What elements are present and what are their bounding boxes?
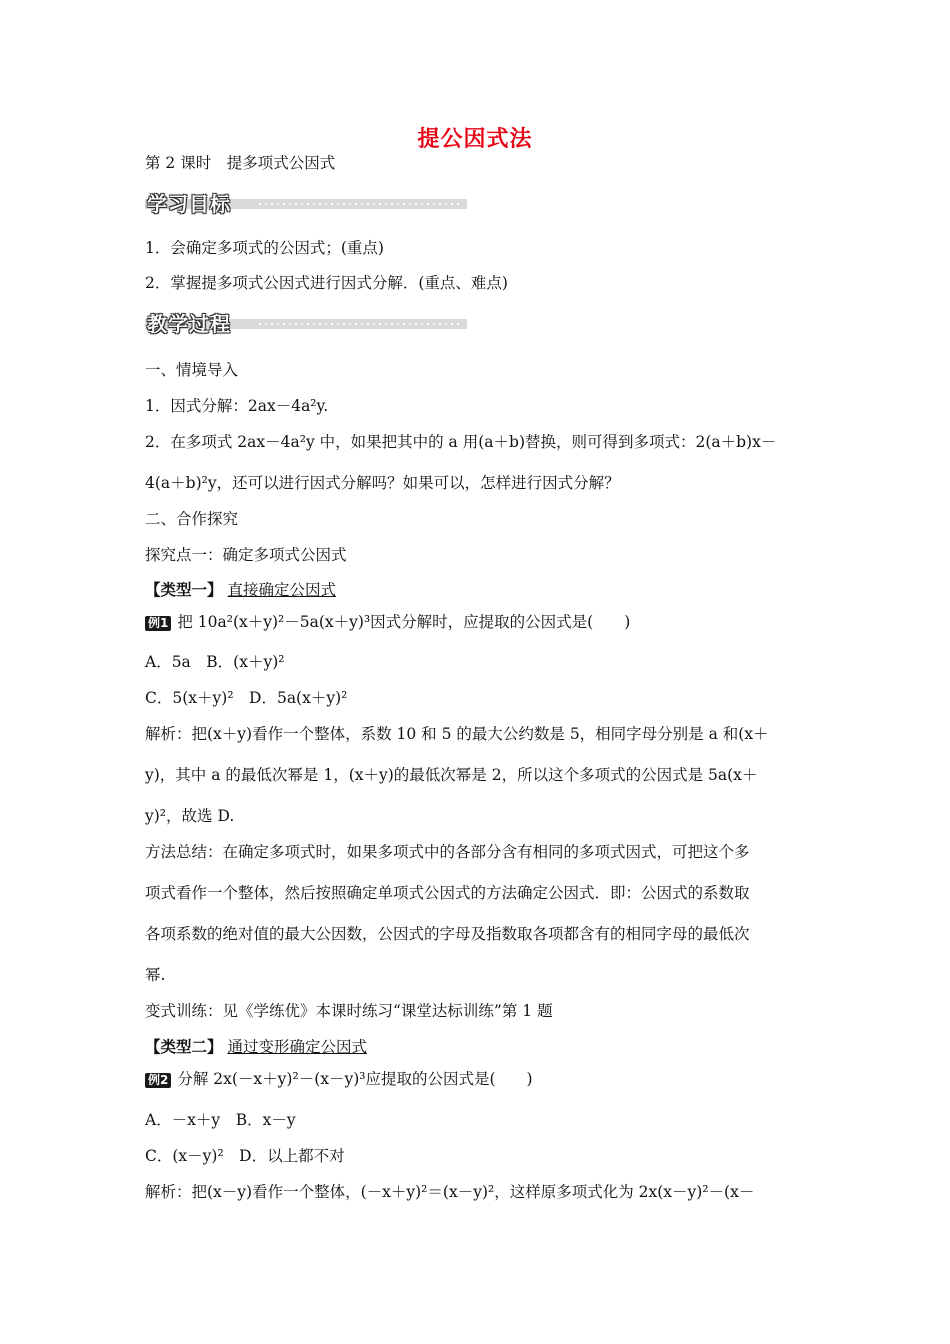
section-header-goals — [145, 188, 467, 216]
analysis-line: y)²，故选 D. — [145, 807, 235, 825]
example-2-options-ab: A．－x＋y B．x－y — [145, 1111, 296, 1129]
example-badge: 例2 — [145, 1073, 171, 1088]
example-2-question — [145, 1068, 810, 1090]
example-1-options-ab: A．5a B．(x＋y)² — [145, 653, 285, 671]
section-label: 教学过程 — [147, 312, 231, 336]
lesson-subtitle: 第 2 课时 提多项式公因式 — [145, 154, 336, 172]
example-1-question — [145, 611, 810, 633]
goal-item: 1．会确定多项式的公因式；(重点) — [145, 239, 384, 257]
type1-heading — [145, 579, 810, 601]
type-name: 通过变形确定公因式 — [227, 1038, 367, 1056]
type2-heading — [145, 1036, 810, 1058]
type-tag: 【类型一】 — [145, 580, 223, 599]
analysis-line: 解析：把(x＋y)看作一个整体，系数 10 和 5 的最大公约数是 5，相同字母分别是 a 和(x＋ — [145, 725, 769, 743]
goal-item: 2．掌握提多项式公因式进行因式分解．(重点、难点) — [145, 274, 508, 292]
intro-question-2-line-2: 4(a＋b)²y，还可以进行因式分解吗？如果可以，怎样进行因式分解？ — [145, 474, 620, 492]
intro-question-1: 1．因式分解：2ax－4a²y. — [145, 397, 329, 415]
explore-heading: 二、合作探究 — [145, 510, 239, 528]
summary-line: 幂. — [145, 966, 166, 984]
example-text: 分解 2x(－x＋y)²－(x－y)³应提取的公因式是( ) — [177, 1070, 533, 1088]
example-badge: 例1 — [145, 616, 171, 631]
summary-line: 各项系数的绝对值的最大公因数，公因式的字母及指数取各项都含有的相同字母的最低次 — [145, 925, 750, 943]
analysis-line: 解析：把(x－y)看作一个整体，(－x＋y)²＝(x－y)²，这样原多项式化为 2x(x－y)²－(x－ — [145, 1183, 755, 1201]
example-text: 把 10a²(x＋y)²－5a(x＋y)³因式分解时，应提取的公因式是( ) — [177, 613, 631, 631]
type-name: 直接确定公因式 — [227, 581, 336, 599]
section-bar-dots — [257, 201, 462, 207]
section-label: 学习目标 — [147, 192, 231, 216]
section-bar-dots — [257, 321, 462, 327]
practice-note: 变式训练：见《学练优》本课时练习“课堂达标训练”第 1 题 — [145, 1002, 553, 1020]
intro-question-2-line-1: 2．在多项式 2ax－4a²y 中，如果把其中的 a 用(a＋b)替换，则可得到多项式：2(a＋b)x－ — [145, 433, 777, 451]
explore-point-1: 探究点一：确定多项式公因式 — [145, 546, 347, 564]
example-2-options-cd: C．(x－y)² D．以上都不对 — [145, 1147, 345, 1165]
example-1-options-cd: C．5(x＋y)² D．5a(x＋y)² — [145, 689, 348, 707]
analysis-line: y)，其中 a 的最低次幂是 1，(x＋y)的最低次幂是 2，所以这个多项式的公因式是 5a(x＋ — [145, 766, 758, 784]
summary-line: 项式看作一个整体，然后按照确定单项式公因式的方法确定公因式．即：公因式的系数取 — [145, 884, 750, 902]
section-header-process — [145, 308, 467, 336]
page-title: 提公因式法 — [417, 126, 533, 152]
intro-heading: 一、情境导入 — [145, 361, 239, 379]
summary-line: 方法总结：在确定多项式时，如果多项式中的各部分含有相同的多项式因式，可把这个多 — [145, 843, 750, 861]
type-tag: 【类型二】 — [145, 1037, 223, 1056]
